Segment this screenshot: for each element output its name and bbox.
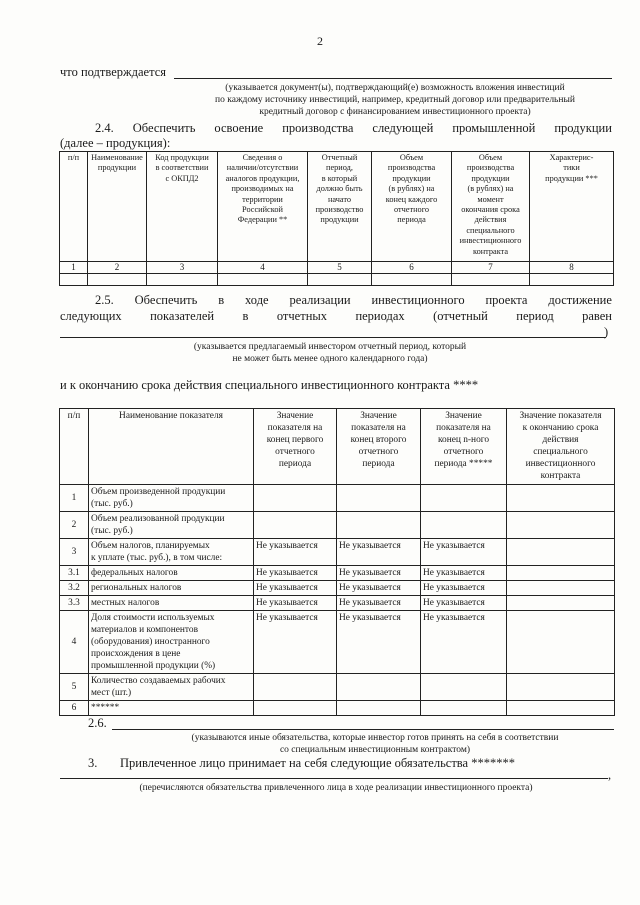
indicators-table <box>59 408 615 716</box>
row-number: 3.1 <box>60 566 89 581</box>
section-2-5-line2: следующих показателей в отчетных периодах (отчетный период равен <box>60 309 612 323</box>
header-cell: Отчетный период, в который должно быть начато производство продукции <box>308 152 372 262</box>
value-cell <box>507 701 615 716</box>
value-cell <box>421 485 507 512</box>
value-cell <box>254 701 337 716</box>
column-number: 5 <box>308 262 372 274</box>
section-2-6-label: 2.6. <box>88 716 107 730</box>
value-cell <box>337 674 421 701</box>
table-row <box>60 539 615 566</box>
products-table-numbers <box>60 262 614 274</box>
row-number: 2 <box>60 512 89 539</box>
row-number: 5 <box>60 674 89 701</box>
value-cell: Не указывается <box>254 611 337 674</box>
table-row <box>60 566 615 581</box>
value-cell: Не указывается <box>421 539 507 566</box>
column-number: 1 <box>60 262 88 274</box>
indicator-name: Объем произведенной продукции (тыс. руб.) <box>89 485 254 512</box>
column-number: 6 <box>372 262 452 274</box>
table-row <box>60 611 615 674</box>
value-cell <box>254 674 337 701</box>
period-underline <box>60 337 606 338</box>
value-cell <box>507 566 615 581</box>
section-2-6-underline <box>112 729 614 730</box>
value-cell: Не указывается <box>421 596 507 611</box>
indicator-name: Количество создаваемых рабочих мест (шт.) <box>89 674 254 701</box>
section-2-4-line2: (далее – продукция): <box>60 136 171 150</box>
column-number: 8 <box>530 262 614 274</box>
close-paren: ) <box>604 325 609 339</box>
section-3-text: Привлеченное лицо принимает на себя следующие обязательства ******* <box>120 756 515 770</box>
period-note: (указывается предлагаемый инвестором отчетный период, который не может быть менее одного календарного года) <box>193 342 467 364</box>
header-cell: Характерис- тики продукции *** <box>530 152 614 262</box>
value-cell <box>337 701 421 716</box>
indicator-name: Объем налогов, планируемых к уплате (тыс. руб.), в том числе: <box>89 539 254 566</box>
value-cell <box>507 539 615 566</box>
value-cell <box>507 485 615 512</box>
header-cell: Код продукции в соответствии с ОКПД2 <box>147 152 218 262</box>
value-cell: Не указывается <box>254 596 337 611</box>
value-cell <box>421 674 507 701</box>
header-cell: Наименование показателя <box>89 409 254 485</box>
value-cell <box>507 581 615 596</box>
indicator-name: Доля стоимости используемых материалов и компонентов (оборудования) иностранного происхождения в цене промышленной продукции (%) <box>89 611 254 674</box>
indicator-name: местных налогов <box>89 596 254 611</box>
section-2-4-line1: 2.4. Обеспечить освоение производства следующей промышленной продукции <box>95 121 612 135</box>
table-row <box>60 701 615 716</box>
value-cell <box>507 674 615 701</box>
value-cell <box>507 596 615 611</box>
value-cell <box>507 512 615 539</box>
value-cell: Не указывается <box>337 581 421 596</box>
indicator-name: Объем реализованной продукции (тыс. руб.) <box>89 512 254 539</box>
header-cell: Сведения о наличии/отсутствии аналогов продукции, производимых на территории Российской Федерации ** <box>218 152 308 262</box>
indicators-table-header <box>60 409 615 485</box>
value-cell: Не указывается <box>337 596 421 611</box>
column-number: 7 <box>452 262 530 274</box>
table-row <box>60 674 615 701</box>
section-3-underline <box>60 778 608 779</box>
value-cell <box>507 611 615 674</box>
indicator-name: федеральных налогов <box>89 566 254 581</box>
products-table-empty-row <box>60 274 614 286</box>
value-cell: Не указывается <box>421 611 507 674</box>
row-number: 1 <box>60 485 89 512</box>
header-cell: Объем производства продукции (в рублях) на момент окончания срока действия специального инвестиционного контракта <box>452 152 530 262</box>
value-cell <box>254 512 337 539</box>
column-number: 3 <box>147 262 218 274</box>
table-row <box>60 581 615 596</box>
header-cell: Объем производства продукции (в рублях) на конец каждого отчетного периода <box>372 152 452 262</box>
row-number: 3.3 <box>60 596 89 611</box>
table-row <box>60 485 615 512</box>
table-row <box>60 596 615 611</box>
value-cell <box>337 485 421 512</box>
section-2-5-line1: 2.5. Обеспечить в ходе реализации инвестиционного проекта достижение <box>95 293 612 307</box>
confirm-underline <box>174 78 612 79</box>
value-cell <box>421 512 507 539</box>
page-number: 2 <box>317 34 323 48</box>
indicator-name: региональных налогов <box>89 581 254 596</box>
value-cell: Не указывается <box>337 611 421 674</box>
row-number: 3.2 <box>60 581 89 596</box>
products-table-header <box>60 152 614 262</box>
value-cell: Не указывается <box>337 539 421 566</box>
section-3-number: 3. <box>88 756 98 770</box>
value-cell <box>421 701 507 716</box>
section-2-5-line3: и к окончанию срока действия специального инвестиционного контракта **** <box>60 378 479 392</box>
column-number: 4 <box>218 262 308 274</box>
row-number: 3 <box>60 539 89 566</box>
section-3-comma: , <box>608 768 612 782</box>
header-cell: Наименование продукции <box>88 152 147 262</box>
section-2-6-note: (указываются иные обязательства, которые инвестор готов принять на себя в соответствии со специальным инвестиционным контрактом) <box>191 733 559 755</box>
header-cell: п/п <box>60 152 88 262</box>
confirm-label: что подтверждается <box>60 65 166 79</box>
value-cell: Не указывается <box>337 566 421 581</box>
column-number: 2 <box>88 262 147 274</box>
confirm-note: (указывается документ(ы), подтверждающий(е) возможность вложения инвестиций по каждому источнику инвестиций, например, кредитный договор или предварительный кредитный договор с финансированием инвестиционного проекта) <box>215 83 575 117</box>
header-cell: п/п <box>60 409 89 485</box>
row-number: 4 <box>60 611 89 674</box>
table-row <box>60 512 615 539</box>
value-cell <box>254 485 337 512</box>
section-3-note: (перечисляются обязательства привлеченного лица в ходе реализации инвестиционного проекта) <box>139 783 533 793</box>
header-cell: Значение показателя на конец первого отчетного периода <box>254 409 337 485</box>
value-cell: Не указывается <box>421 581 507 596</box>
header-cell: Значение показателя к окончанию срока действия специального инвестиционного контракта <box>507 409 615 485</box>
value-cell: Не указывается <box>254 539 337 566</box>
indicator-name: ****** <box>89 701 254 716</box>
products-table <box>59 151 614 286</box>
header-cell: Значение показателя на конец n-ного отчетного периода ***** <box>421 409 507 485</box>
value-cell: Не указывается <box>421 566 507 581</box>
value-cell: Не указывается <box>254 581 337 596</box>
header-cell: Значение показателя на конец второго отчетного периода <box>337 409 421 485</box>
value-cell <box>337 512 421 539</box>
row-number: 6 <box>60 701 89 716</box>
value-cell: Не указывается <box>254 566 337 581</box>
